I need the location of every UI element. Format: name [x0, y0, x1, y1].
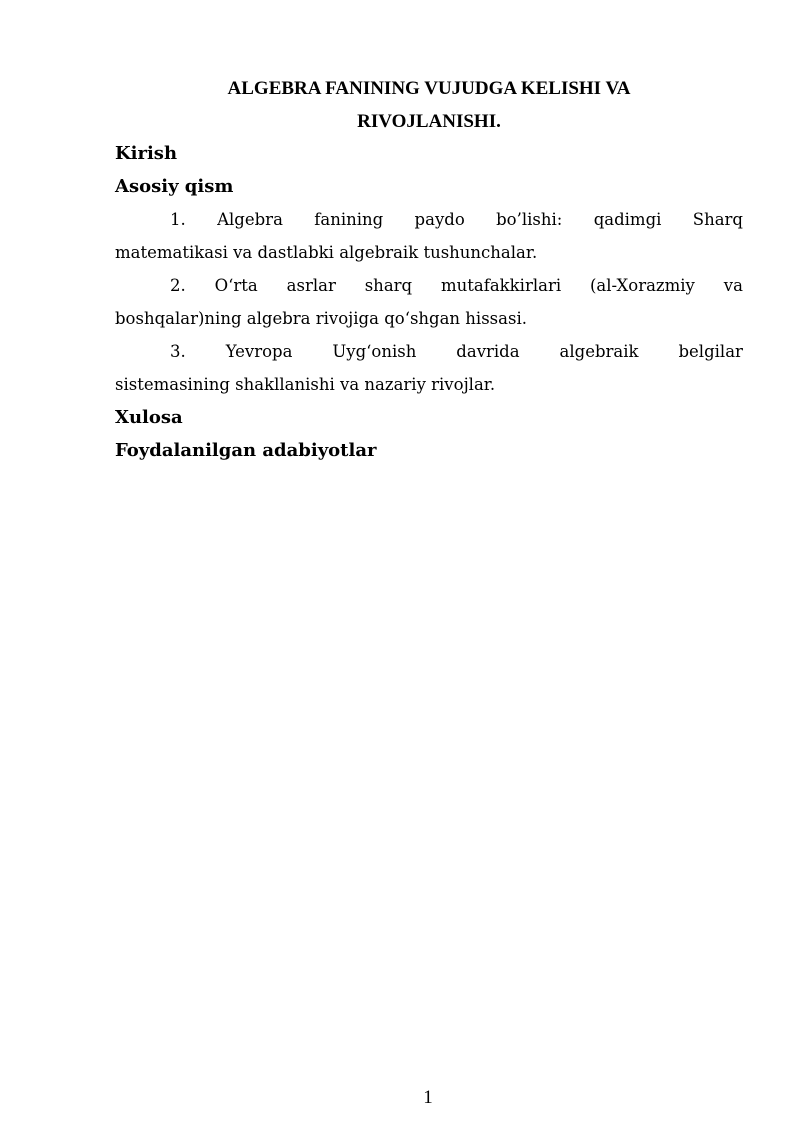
- list-item-1-word: Sharq: [692, 210, 743, 229]
- list-item-3-second-line: sistemasining shakllanishi va nazariy rivojlar.: [115, 375, 496, 394]
- list-item-1-word: Algebra: [217, 210, 283, 229]
- list-item-1-word: bo’lishi:: [496, 210, 563, 229]
- list-item-2-word: sharq: [364, 276, 413, 295]
- list-item-3-word: Uyg‘onish: [332, 342, 417, 361]
- list-item-1-first-line: [170, 203, 743, 236]
- list-item-1-word: paydo: [414, 210, 465, 229]
- document-title-line-1: ALGEBRA FANINING VUJUDGA KELISHI VA: [227, 78, 631, 99]
- list-item-3-word: Yevropa: [225, 342, 293, 361]
- section-heading-intro: Kirish: [115, 143, 178, 164]
- list-item-3-first-line: [170, 335, 743, 368]
- document-title-line-2: RIVOJLANISHI.: [357, 111, 501, 132]
- list-item-1-word: 1.: [170, 210, 186, 229]
- list-item-1-second-line: matematikasi va dastlabki algebraik tushunchalar.: [115, 243, 538, 262]
- list-item-2-word: asrlar: [286, 276, 336, 295]
- list-item-2-word: (al-Xorazmiy: [589, 276, 695, 295]
- list-item-3-word: belgilar: [678, 342, 743, 361]
- list-item-3-word: davrida: [456, 342, 520, 361]
- list-item-2-word: va: [723, 276, 743, 295]
- list-item-2-second-line: boshqalar)ning algebra rivojiga qo‘shgan hissasi.: [115, 309, 527, 328]
- list-item-2-word: mutafakkirlari: [440, 276, 562, 295]
- list-item-1-word: fanining: [314, 210, 384, 229]
- list-item-3-word: algebraik: [559, 342, 639, 361]
- list-item-2-word: 2.: [170, 276, 186, 295]
- section-heading-conclusion: Xulosa: [115, 407, 183, 428]
- list-item-2-word: O‘rta: [214, 276, 258, 295]
- list-item-3-word: 3.: [170, 342, 186, 361]
- section-heading-references: Foydalanilgan adabiyotlar: [115, 440, 377, 461]
- list-item-1-word: qadimgi: [593, 210, 662, 229]
- page-number: 1: [423, 1087, 433, 1108]
- section-heading-main: Asosiy qism: [115, 176, 234, 197]
- list-item-2-first-line: [170, 269, 743, 302]
